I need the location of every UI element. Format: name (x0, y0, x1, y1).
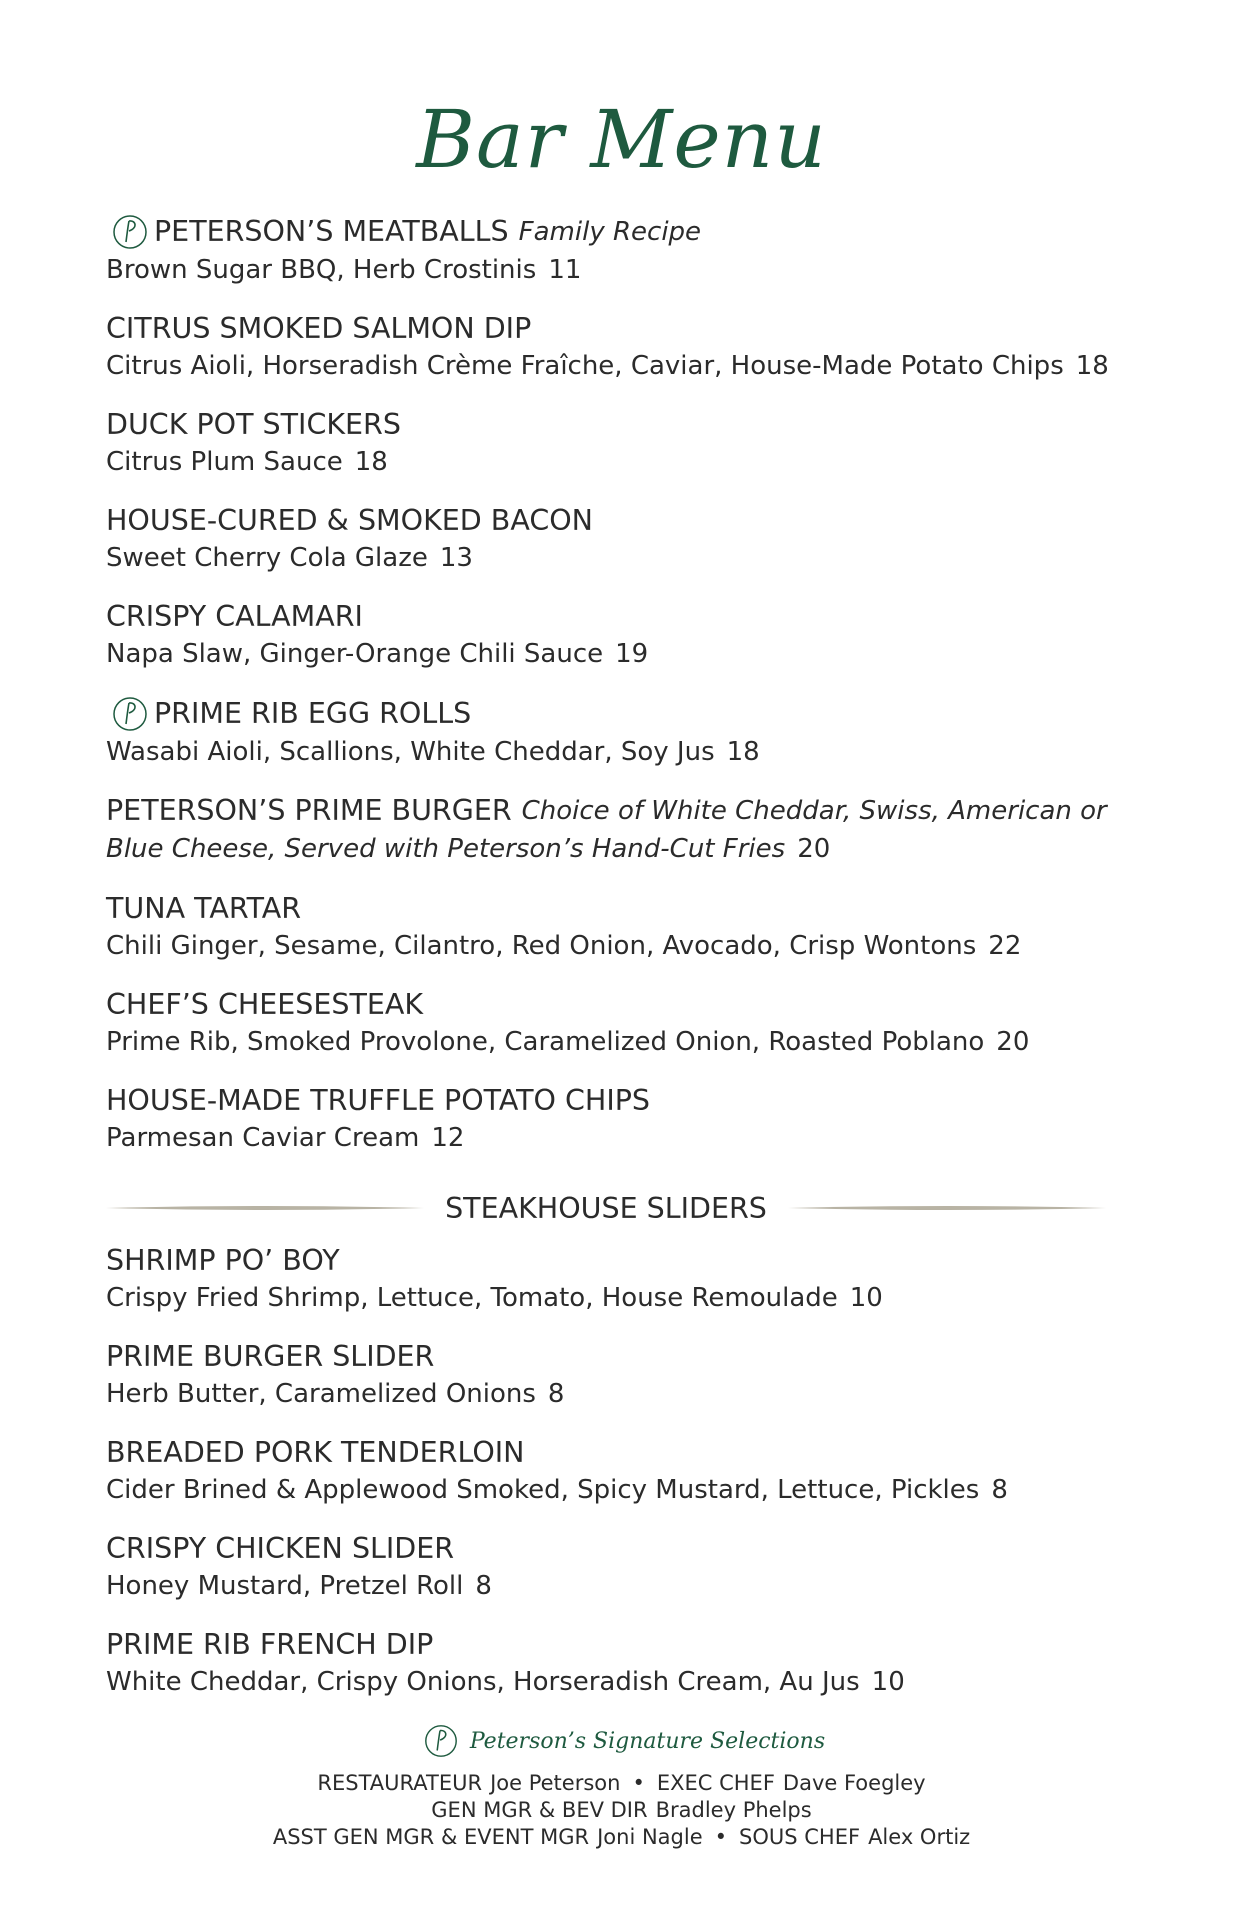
menu-item (106, 986, 1146, 1060)
sliders-list (106, 1242, 1146, 1722)
item-note: Family Recipe (518, 217, 702, 247)
peterson-p-logo-icon (422, 1722, 460, 1760)
item-description: Cider Brined & Applewood Smoked, Spicy Mustard, Lettuce, Pickles (106, 1475, 980, 1505)
staff-name: Bradley Phelps (655, 1798, 812, 1822)
item-name: SHRIMP PO’ BOY (106, 1244, 340, 1277)
item-description: Chili Ginger, Sesame, Cilantro, Red Onion, Avocado, Crisp Wontons (106, 931, 977, 961)
item-description: Citrus Aioli, Horseradish Crème Fraîche, Caviar, House-Made Potato Chips (106, 351, 1064, 381)
item-price: 20 (996, 1027, 1030, 1057)
item-name: PETERSON’S MEATBALLS (154, 215, 509, 248)
item-name: PRIME BURGER SLIDER (106, 1340, 435, 1373)
item-description: Citrus Plum Sauce (106, 447, 343, 477)
peterson-p-logo-icon (110, 212, 150, 252)
item-name: PRIME RIB FRENCH DIP (106, 1628, 434, 1661)
item-price: 19 (615, 639, 649, 669)
separator-dot: • (632, 1771, 645, 1795)
item-description: Crispy Fried Shrimp, Lettuce, Tomato, House Remoulade (106, 1283, 838, 1313)
item-description: Prime Rib, Smoked Provolone, Caramelized Onion, Roasted Poblano (106, 1027, 985, 1057)
section-title: STEAKHOUSE SLIDERS (445, 1191, 767, 1225)
bar-menu-list (106, 212, 1146, 1178)
item-price: 8 (547, 1379, 565, 1409)
item-name: BREADED PORK TENDERLOIN (106, 1436, 525, 1469)
section-divider (106, 1188, 1106, 1228)
staff-role: RESTAURATEUR (317, 1771, 483, 1795)
menu-item (106, 1242, 1146, 1316)
item-price: 13 (439, 543, 473, 573)
item-description: Brown Sugar BBQ, Herb Crostinis (106, 255, 537, 285)
item-description: Napa Slaw, Ginger-Orange Chili Sauce (106, 639, 604, 669)
menu-item (106, 502, 1146, 576)
menu-item (106, 1082, 1146, 1156)
menu-item (106, 694, 1146, 770)
item-note-continued: Blue Cheese, Served with Peterson’s Hand-Cut Fries (106, 834, 786, 864)
item-name: CHEF’S CHEESESTEAK (106, 988, 424, 1021)
menu-item (106, 1530, 1146, 1604)
divider-rule-left (106, 1205, 424, 1211)
item-price: 10 (871, 1667, 905, 1697)
item-price: 18 (1075, 351, 1109, 381)
item-description: White Cheddar, Crispy Onions, Horseradish Cream, Au Jus (106, 1667, 860, 1697)
item-name: CRISPY CHICKEN SLIDER (106, 1532, 455, 1565)
signature-legend (0, 1722, 1243, 1760)
staff-line (0, 1824, 1243, 1851)
item-description: Sweet Cherry Cola Glaze (106, 543, 428, 573)
separator-dot: • (714, 1825, 728, 1849)
menu-item (106, 890, 1146, 964)
item-price: 8 (475, 1571, 492, 1601)
item-description: Herb Butter, Caramelized Onions (106, 1379, 536, 1409)
item-description: Wasabi Aioli, Scallions, White Cheddar, Soy Jus (106, 737, 715, 767)
item-name: CRISPY CALAMARI (106, 600, 363, 633)
menu-item (106, 1626, 1146, 1700)
staff-line (0, 1770, 1243, 1797)
menu-item (106, 212, 1146, 288)
item-description: Parmesan Caviar Cream (106, 1123, 420, 1153)
divider-rule-right (788, 1205, 1106, 1211)
item-name: CITRUS SMOKED SALMON DIP (106, 312, 532, 345)
item-description: Honey Mustard, Pretzel Roll (106, 1571, 464, 1601)
item-name: TUNA TARTAR (106, 892, 302, 925)
item-note: Choice of White Cheddar, Swiss, American or (521, 796, 1107, 826)
item-name: HOUSE-MADE TRUFFLE POTATO CHIPS (106, 1084, 651, 1117)
menu-title: Bar Menu (416, 93, 827, 186)
item-price: 11 (548, 255, 582, 285)
item-name: PRIME RIB EGG ROLLS (154, 697, 472, 730)
item-name: HOUSE-CURED & SMOKED BACON (106, 504, 593, 537)
staff-credits (0, 1770, 1243, 1851)
staff-role: EXEC CHEF (656, 1771, 775, 1795)
menu-item (106, 1338, 1146, 1412)
signature-legend-text: Peterson’s Signature Selections (469, 1728, 826, 1754)
menu-item (106, 310, 1146, 384)
item-price: 22 (988, 931, 1022, 961)
staff-role: GEN MGR & BEV DIR (431, 1798, 648, 1822)
item-price: 18 (354, 447, 388, 477)
staff-line (0, 1797, 1243, 1824)
menu-item (106, 598, 1146, 672)
staff-name: Joni Nagle (597, 1825, 703, 1849)
item-price: 18 (726, 737, 760, 767)
item-price: 20 (797, 834, 831, 864)
item-price: 8 (991, 1475, 1008, 1505)
menu-item (106, 1434, 1146, 1508)
staff-name: Joe Peterson (490, 1771, 621, 1795)
item-name: DUCK POT STICKERS (106, 408, 401, 441)
staff-role: SOUS CHEF (739, 1825, 861, 1849)
item-price: 10 (849, 1283, 883, 1313)
staff-role: ASST GEN MGR & EVENT MGR (272, 1825, 590, 1849)
item-price: 12 (431, 1123, 465, 1153)
peterson-p-logo-icon (110, 694, 150, 734)
item-name: PETERSON’S PRIME BURGER (106, 794, 512, 827)
staff-name: Alex Ortiz (868, 1825, 971, 1849)
staff-name: Dave Foegley (782, 1771, 926, 1795)
menu-item (106, 792, 1146, 868)
menu-item (106, 406, 1146, 480)
